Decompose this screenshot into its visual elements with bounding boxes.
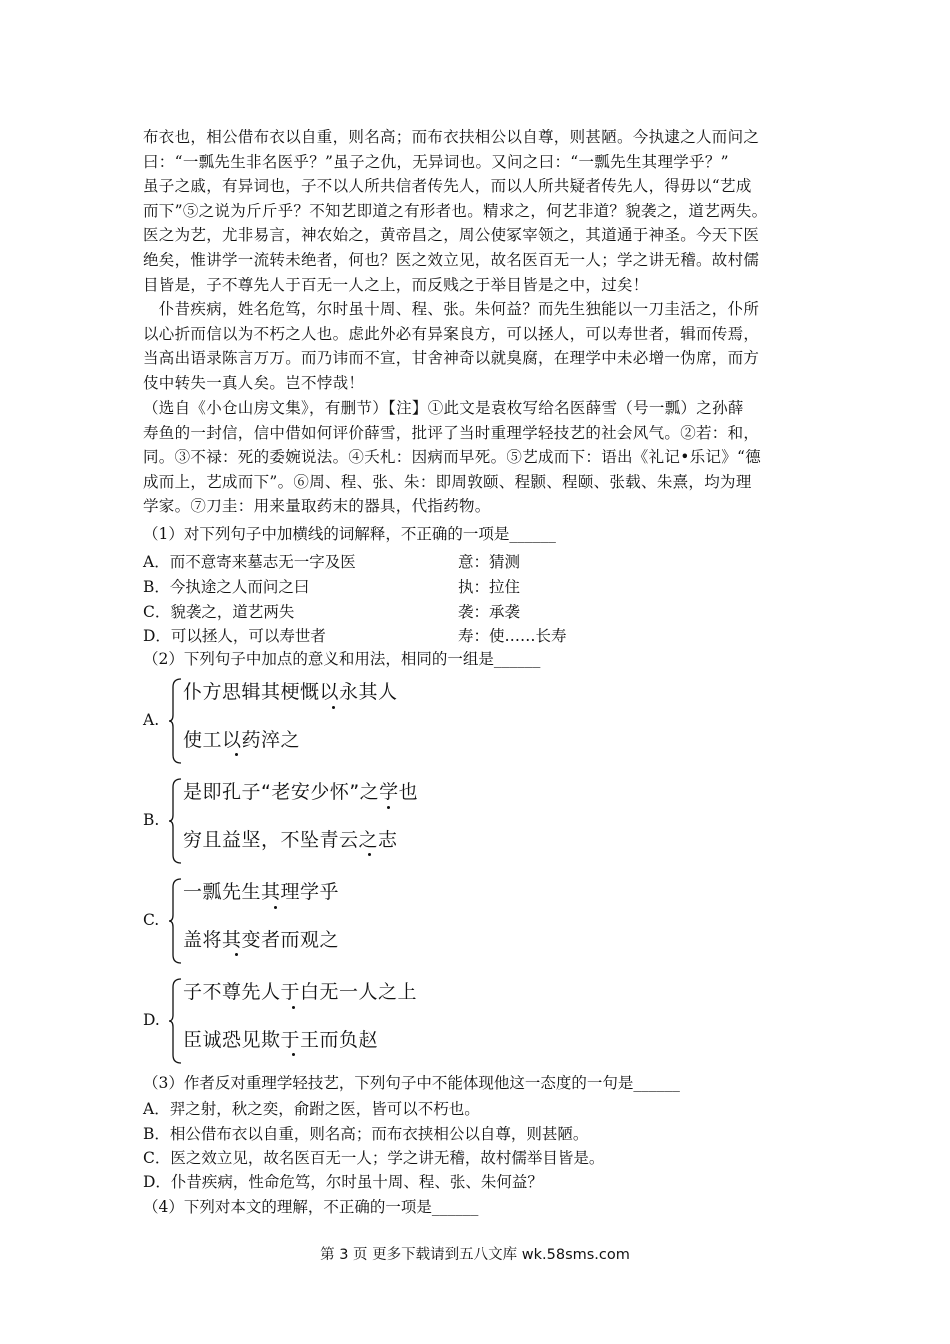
q2-choice-b (143, 775, 563, 867)
brace-icon (169, 977, 183, 1065)
q1-option-b-gloss: 执：拉住 (458, 578, 521, 596)
q3-option-c: C．医之效立见，故名医百无一人；学之讲无稽，故村儒举目皆是。 (143, 1149, 605, 1167)
text-line: 虽子之戚，有异词也，子不以人所共信者传先人，而以人所共疑者传先人，得毋以“艺成 (143, 177, 752, 196)
passage-paragraph-2 (143, 297, 813, 395)
emphasis-dot (292, 1006, 295, 1009)
emphasis-dot (292, 1053, 295, 1056)
q3-option-d: D．仆昔疾病，性命危笃，尔时虽十周、程、张、朱何益？ (143, 1173, 543, 1191)
q1-option-a-gloss: 意：猜测 (458, 553, 521, 571)
q2-choice-a (143, 675, 563, 767)
passage-paragraph-1 (143, 125, 813, 297)
choice-letter: C. (143, 911, 160, 929)
choice-sentence-1: 仆方思辑其梗慨以永其人 (183, 681, 398, 703)
emphasis-dot (387, 806, 390, 809)
brace-icon (169, 877, 183, 965)
choice-letter: D. (143, 1011, 160, 1029)
text-line: 目皆是，子不尊先人于百无一人之上，而反贱之于举目皆是之中，过矣！ (143, 275, 649, 294)
emphasis-dot (235, 753, 238, 756)
text-line: 布衣也，相公借布衣以自重，则名高；而布衣扶相公以自尊，则甚陋。今执逮之人而问之 (143, 128, 760, 146)
choice-sentence-2: 盖将其变者而观之 (183, 929, 340, 951)
note-line: （选自《小仓山房文集》，有删节）【注】①此文是袁枚写给名医薛雪（号一瓢）之孙薛 (143, 399, 744, 417)
text-line: 而下”⑤之说为斤斤乎？不知艺即道之有形者也。精求之，何艺非道？貌袭之，道艺两失。 (143, 201, 768, 220)
q2-choice-c (143, 875, 563, 967)
passage-notes (143, 396, 813, 519)
choice-sentence-2: 穷且益坚，不坠青云之志 (183, 829, 398, 851)
text-line: 绝矣，惟讲学一流转未绝者，何也？医之效立见，故名医百无一人；学之讲无稽。故村儒 (143, 250, 760, 269)
text-line: 曰：“一瓢先生非名医乎？”虽子之仇，无异词也。又问之曰：“一瓢先生其理学乎？” (143, 152, 729, 171)
choice-sentence-2: 臣诚恐见欺于王而负赵 (183, 1029, 379, 1051)
text-line: 医之为艺，尤非易言，神农始之，黄帝昌之，周公使冢宰领之，其道通于神圣。今天下医 (143, 226, 760, 245)
emphasis-dot (368, 853, 371, 856)
question-3-stem: （3）作者反对重理学轻技艺，下列句子中不能体现他这一态度的一句是______ (143, 1074, 680, 1092)
note-line: 学家。⑦刀圭：用来量取药末的器具，代指药物。 (143, 497, 491, 516)
note-line: 成而上，艺成而下”。⑥周、程、张、朱：即周敦颐、程颢、程颐、张载、朱熹，均为理 (143, 472, 752, 491)
choice-letter: B. (143, 811, 160, 829)
choice-letter: A. (143, 711, 160, 729)
text-line: 伎中转失一真人矣。岂不悖哉！ (143, 373, 365, 392)
choice-sentence-1: 子不尊先人于白无一人之上 (183, 981, 418, 1003)
q1-option-c-gloss: 袭：承袭 (458, 603, 521, 621)
brace-icon (169, 677, 183, 765)
emphasis-dot (332, 706, 335, 709)
choice-sentence-2: 使工以药淬之 (183, 729, 301, 751)
emphasis-dot (274, 906, 277, 909)
q3-option-b: B．相公借布衣以自重，则名高；而布衣挟相公以自尊，则甚陋。 (143, 1125, 589, 1143)
text-line: 以心折而信以为不朽之人也。虑此外必有异案良方，可以拯人，可以寿世者，辑而传焉， (143, 324, 760, 343)
page-footer: 第 3 页 更多下载请到五八文库 wk.58sms.com (320, 1247, 630, 1263)
text-line: 当高出语录陈言万万。而乃讳而不宣，甘舍神奇以就臭腐，在理学中未必增一伪席，而方 (143, 349, 760, 368)
q1-option-a: A．而不意寄来墓志无一字及医 (143, 553, 356, 571)
choice-sentence-1: 是即孔子“老安少怀”之学也 (183, 781, 419, 803)
brace-icon (169, 777, 183, 865)
question-2-stem: （2）下列句子中加点的意义和用法，相同的一组是______ (143, 650, 541, 668)
text-line: 仆昔疾病，姓名危笃，尔时虽十周、程、张。朱何益？而先生独能以一刀圭活之，仆所 (143, 300, 760, 318)
question-4-stem: （4）下列对本文的理解，不正确的一项是______ (143, 1198, 479, 1216)
q1-option-c: C．貌袭之，道艺两失 (143, 603, 295, 621)
emphasis-dot (235, 953, 238, 956)
q3-option-a: A．羿之射，秋之奕，俞跗之医，皆可以不朽也。 (143, 1100, 480, 1118)
choice-sentence-1: 一瓢先生其理学乎 (183, 881, 340, 903)
q2-choice-d (143, 975, 563, 1067)
note-line: 同。③不禄：死的委婉说法。④夭札：因病而早死。⑤艺成而下：语出《礼记•乐记》“德 (143, 448, 762, 467)
q1-option-b: B．今执途之人而问之曰 (143, 578, 310, 596)
q1-option-d-gloss: 寿：使……长寿 (458, 627, 567, 645)
note-line: 寿鱼的一封信，信中借如何评价薛雪，批评了当时重理学轻技艺的社会风气。②若：和， (143, 423, 760, 442)
question-1-stem: （1）对下列句子中加横线的词解释，不正确的一项是______ (143, 525, 556, 543)
q1-option-d: D．可以拯人，可以寿世者 (143, 627, 326, 645)
